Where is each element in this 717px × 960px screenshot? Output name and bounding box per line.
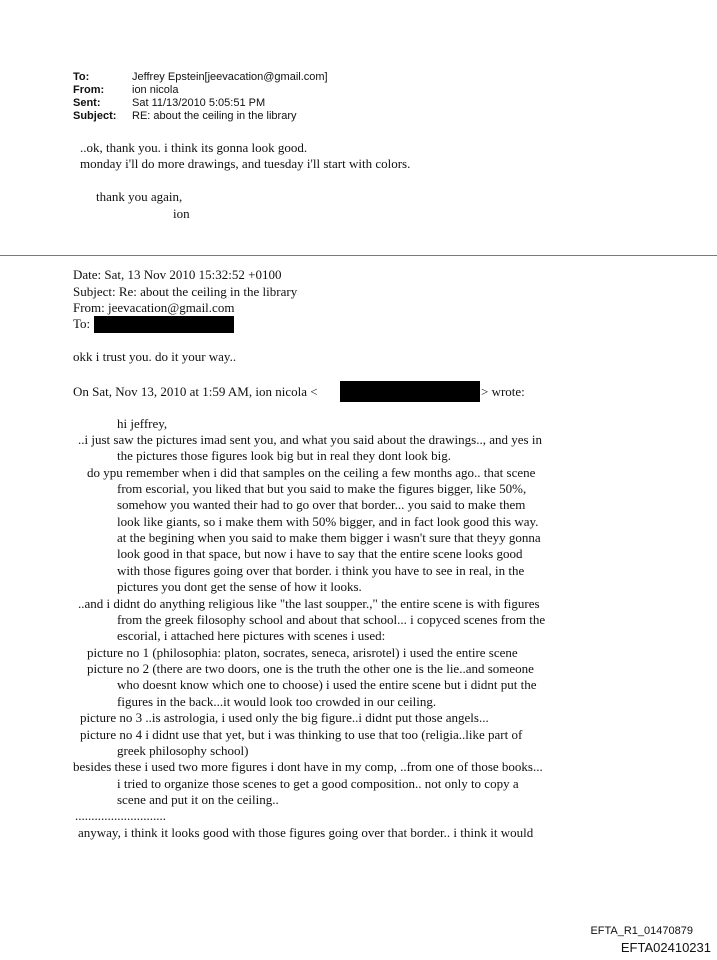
reply-line-3: thank you again,	[96, 189, 183, 204]
body-line: greek philosophy school)	[117, 743, 249, 758]
quoted-to	[73, 316, 90, 332]
body-line: from escorial, you liked that but you said to make the figures bigger, like 50%,	[117, 481, 527, 496]
trust-line: okk i trust you. do it your way..	[73, 349, 237, 364]
body-line: the pictures those figures look big but in real they dont look big.	[117, 448, 451, 463]
quoted-subject: Subject: Re: about the ceiling in the library	[73, 284, 298, 299]
redaction-box	[94, 316, 234, 333]
quoted-date: Date: Sat, 13 Nov 2010 15:32:52 +0100	[73, 267, 282, 282]
subject-label: Subject:	[73, 110, 117, 122]
sent-label: Sent:	[73, 97, 101, 109]
body-line: picture no 1 (philosophia: platon, socrates, seneca, arisrotel) i used the entire scene	[87, 645, 518, 660]
redaction-box	[340, 381, 480, 402]
bates-code-2: EFTA02410231	[620, 940, 711, 955]
dotted-separator: ............................	[75, 808, 166, 823]
to-value: Jeffrey Epstein[jeevacation@gmail.com]	[132, 71, 328, 83]
body-line: anyway, i think it looks good with those figures going over that border.. i think it would	[78, 825, 534, 840]
body-line: picture no 3 ..is astrologia, i used only the big figure..i didnt put those angels...	[80, 710, 489, 725]
body-line: do ypu remember when i did that samples on the ceiling a few months ago.. that scene	[87, 465, 536, 480]
from-label: From:	[73, 84, 105, 96]
reply-line-1: ..ok, thank you. i think its gonna look good.	[80, 140, 308, 155]
to-label: To:	[73, 71, 90, 83]
bates-code-1: EFTA_R1_01470879	[590, 925, 693, 937]
body-line: picture no 4 i didnt use that yet, but i was thinking to use that too (religia..like part of	[80, 727, 523, 742]
sent-value: Sat 11/13/2010 5:05:51 PM	[132, 97, 266, 109]
quoted-to-label: To:	[73, 316, 91, 331]
body-line: look like giants, so i make them with 50% bigger, and in fact look good this way.	[117, 514, 539, 529]
body-line: who doesnt know which one to choose) i used the entire scene but i didnt put the	[117, 677, 537, 692]
quoted-from: From: jeevacation@gmail.com	[73, 300, 235, 315]
body-line: hi jeffrey,	[117, 416, 168, 431]
body-line: escorial, i attached here pictures with scenes i used:	[117, 628, 386, 643]
on-sat-line: On Sat, Nov 13, 2010 at 1:59 AM, ion nicola <	[73, 384, 318, 399]
body-line: besides these i used two more figures i dont have in my comp, ..from one of those books...	[73, 759, 543, 774]
body-line: pictures you dont get the sense of how it looks.	[117, 579, 362, 594]
reply-line-2: monday i'll do more drawings, and tuesday i'll start with colors.	[80, 156, 411, 171]
subject-value: RE: about the ceiling in the library	[132, 110, 297, 122]
body-line: i tried to organize those scenes to get a good composition.. not only to copy a	[117, 776, 519, 791]
reply-signature: ion	[173, 206, 190, 221]
body-line: ..i just saw the pictures imad sent you, and what you said about the drawings.., and yes in	[78, 432, 542, 447]
body-line: ..and i didnt do anything religious like "the last soupper.," the entire scene is with figures	[78, 596, 540, 611]
body-line: at the begining when you said to make them bigger i wasn't sure that theyy gonna	[117, 530, 541, 545]
body-line: figures in the back...it would look too crowded in our ceiling.	[117, 694, 437, 709]
wrote-label: > wrote:	[481, 384, 525, 399]
body-line: picture no 2 (there are two doors, one is the truth the other one is the lie..and someone	[87, 661, 534, 676]
body-line: with those figures going over that border. i think you have to see in real, in the	[117, 563, 525, 578]
body-line: somehow you wanted their had to go over that border... you said to make them	[117, 497, 526, 512]
body-line: look good in that space, but now i have to say that the entire scene looks good	[117, 546, 523, 561]
from-value: ion nicola	[132, 84, 179, 96]
body-line: scene and put it on the ceiling..	[117, 792, 279, 807]
body-line: from the greek filosophy school and about that school... i copyced scenes from the	[117, 612, 546, 627]
section-divider	[0, 255, 717, 256]
